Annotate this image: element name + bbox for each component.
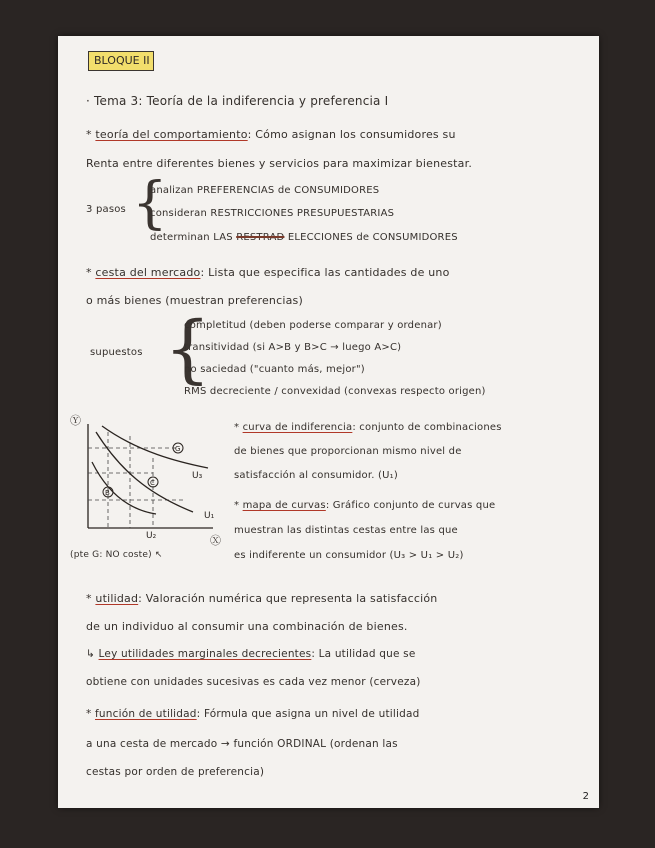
indifference-curve-u2	[92, 462, 156, 514]
basket-line-1: * cesta del mercado: Lista que especifica las cantidades de uno	[86, 266, 450, 279]
struck-word: RESTRAD	[236, 232, 285, 243]
assumption-item-4: RMS decreciente / convexidad (convexas respecto origen)	[184, 386, 486, 397]
step-item-2: consideran RESTRICCIONES PRESUPUESTARIAS	[150, 208, 395, 219]
assumptions-brace: {	[164, 306, 212, 392]
basket-term: cesta del mercado	[95, 266, 201, 279]
block-title-box	[88, 51, 154, 71]
utility-function-line-2: a una cesta de mercado → función ORDINAL (ordenan las	[86, 738, 398, 750]
point-label-b: B	[105, 489, 110, 497]
steps-label: 3 pasos	[86, 204, 126, 215]
x-axis-label: Ⓧ	[210, 534, 221, 547]
point-label-c: C	[150, 479, 155, 487]
assumption-item-3: no saciedad ("cuanto más, mejor")	[184, 364, 365, 375]
utility-function-line-3: cestas por orden de preferencia)	[86, 766, 265, 778]
marginal-line-1: ↳ Ley utilidades marginales decrecientes: La utilidad que se	[86, 648, 416, 660]
assumption-item-1: completitud (deben poderse comparar y ordenar)	[184, 320, 442, 331]
bullet-star: *	[86, 592, 92, 605]
curve-line-2: de bienes que proporcionan mismo nivel de	[234, 446, 462, 457]
marginal-line-2: obtiene con unidades sucesivas es cada vez menor (cerveza)	[86, 676, 421, 688]
behavior-line-2: Renta entre diferentes bienes y servicios para maximizar bienestar.	[86, 157, 473, 170]
utility-function-line-1: * función de utilidad: Fórmula que asigna un nivel de utilidad	[86, 708, 420, 720]
steps-brace: {	[132, 171, 168, 236]
bullet-star: *	[86, 266, 92, 279]
indifference-graph	[68, 410, 228, 560]
map-line-3: es indiferente un consumidor (U₃ > U₁ > U₂)	[234, 550, 464, 561]
notebook-page	[58, 36, 599, 808]
marginal-term: Ley utilidades marginales decrecientes	[98, 648, 312, 660]
curve-line-1: * curva de indiferencia: conjunto de combinaciones	[234, 422, 502, 433]
bullet-star: *	[234, 422, 240, 433]
bullet-star: *	[86, 708, 92, 720]
page-number: 2	[582, 791, 589, 802]
map-line-1: * mapa de curvas: Gráfico conjunto de curvas que	[234, 500, 496, 511]
topic-heading: · Tema 3: Teoría de la indiferencia y preferencia I	[86, 94, 389, 108]
curve-label-u2: U₂	[146, 531, 157, 541]
utility-line-2: de un individuo al consumir una combinación de bienes.	[86, 620, 408, 633]
behavior-term: teoría del comportamiento	[95, 128, 248, 141]
curve-term: curva de indiferencia	[242, 422, 353, 433]
step-item-3: determinan LAS RESTRAD ELECCIONES de CONSUMIDORES	[150, 232, 458, 243]
bullet-star: *	[234, 500, 240, 511]
behavior-line-1: * teoría del comportamiento: Cómo asignan los consumidores su	[86, 128, 456, 141]
curve-line-3: satisfacción al consumidor. (U₁)	[234, 470, 398, 481]
utility-term: utilidad	[95, 592, 139, 605]
map-term: mapa de curvas	[242, 500, 326, 511]
basket-line-2: o más bienes (muestran preferencias)	[86, 294, 303, 307]
assumption-item-2: transitividad (si A>B y B>C → luego A>C)	[184, 342, 402, 353]
utility-function-term: función de utilidad	[95, 708, 197, 720]
utility-line-1: * utilidad: Valoración numérica que representa la satisfacción	[86, 592, 438, 605]
block-title: BLOQUE II	[94, 54, 150, 67]
assumptions-label: supuestos	[90, 347, 143, 358]
map-line-2: muestran las distintas cestas entre las que	[234, 525, 458, 536]
point-label-g: G	[175, 445, 181, 453]
bullet-star: *	[86, 128, 92, 141]
y-axis-label: Ⓨ	[70, 414, 81, 427]
curve-label-u1: U₁	[204, 511, 215, 521]
graph-caption: (pte G: NO coste) ↖	[70, 550, 163, 560]
step-item-1: analizan PREFERENCIAS de CONSUMIDORES	[150, 185, 380, 196]
curve-label-u3: U₃	[192, 471, 203, 481]
